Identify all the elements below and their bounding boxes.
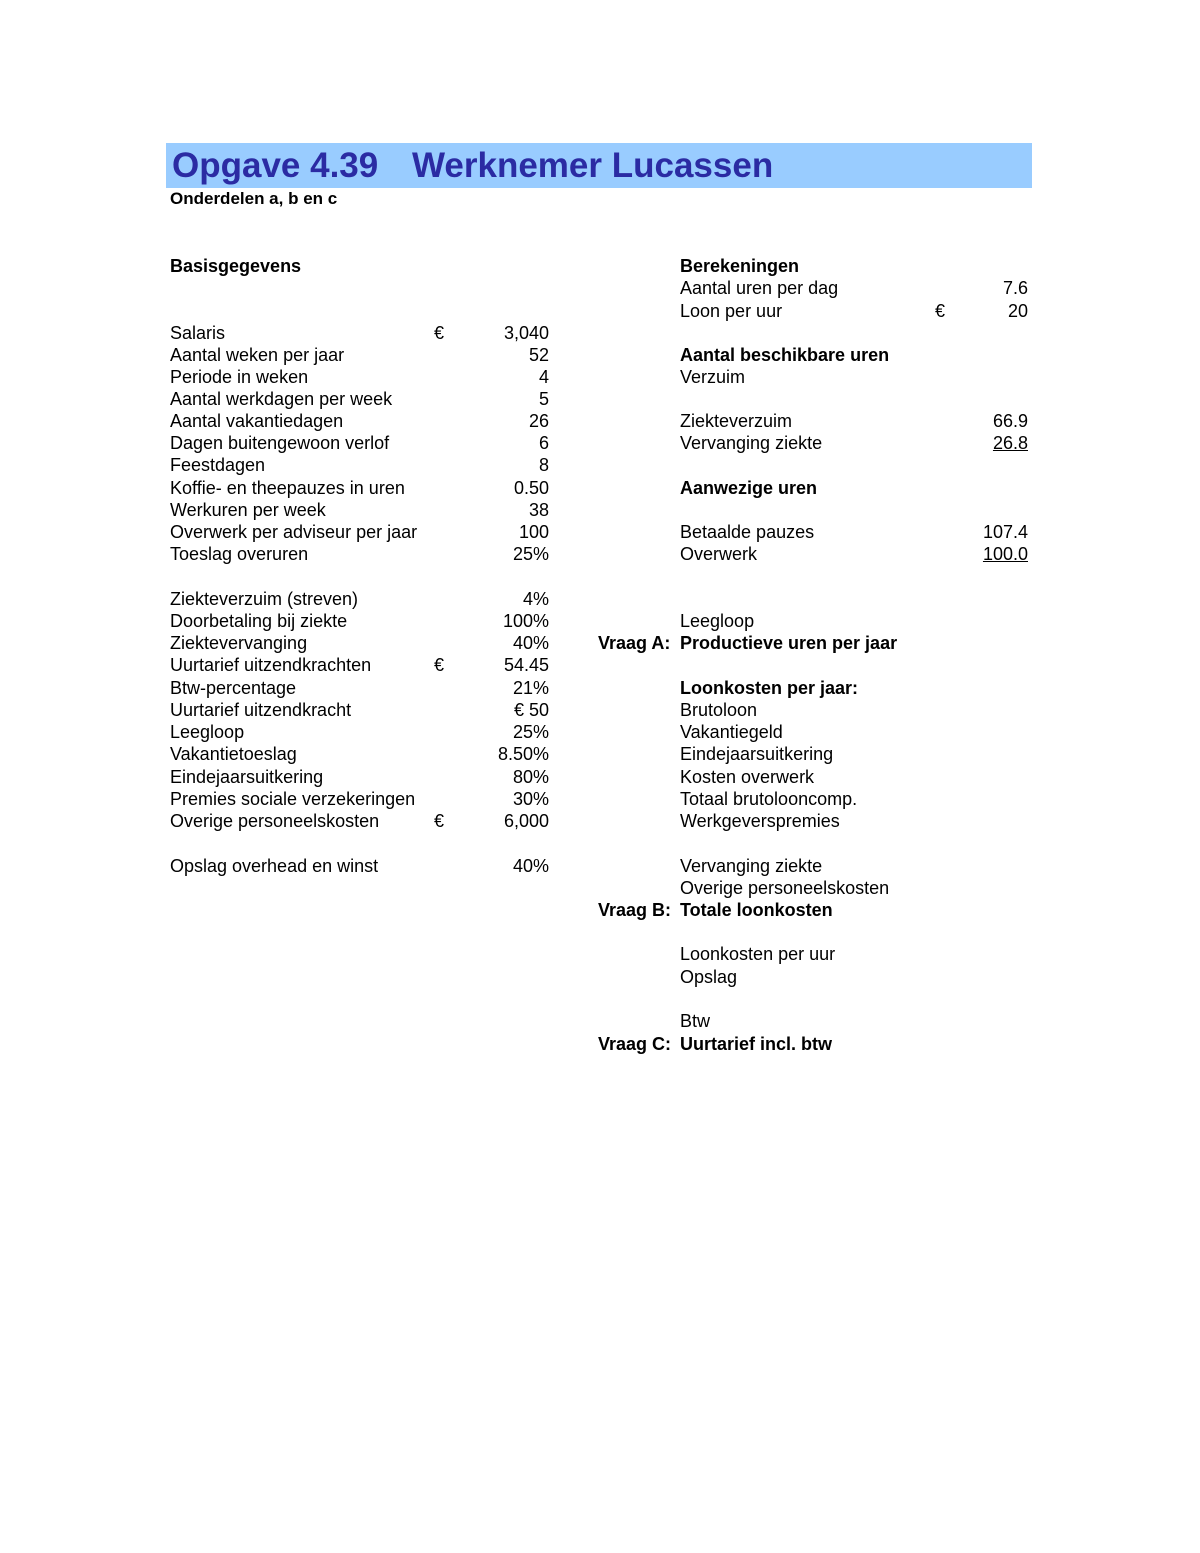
- row-value: 6,000: [503, 811, 549, 831]
- row-value: 40%: [512, 633, 549, 653]
- row-label: Vakantiegeld: [680, 722, 783, 742]
- exercise-name: Werknemer Lucassen: [412, 146, 774, 185]
- calc-row: [598, 1010, 1038, 1032]
- calc-row: [598, 877, 1038, 899]
- row-value: 8: [538, 455, 549, 475]
- exercise-number: Opgave 4.39: [172, 146, 379, 185]
- row-label: Overwerk: [680, 544, 758, 564]
- basis-row: [170, 588, 570, 610]
- calc-row: [598, 766, 1038, 788]
- calc-row: [598, 721, 1038, 743]
- row-label: Aanwezige uren: [680, 478, 818, 498]
- row-label: Premies sociale verzekeringen: [170, 789, 416, 809]
- calc-row: [598, 855, 1038, 877]
- calc-row: [598, 677, 1038, 699]
- basis-row: [170, 743, 570, 765]
- row-label: Ziekteverzuim: [680, 411, 793, 431]
- calc-row: [598, 899, 1038, 921]
- row-value: 4: [538, 367, 549, 387]
- row-label: Ziekteverzuim (streven): [170, 589, 359, 609]
- row-label: Eindejaarsuitkering: [170, 767, 324, 787]
- currency-symbol: €: [434, 811, 445, 831]
- question-label: Vraag A:: [598, 633, 671, 653]
- subtitle: Onderdelen a, b en c: [170, 189, 338, 208]
- row-value: 40%: [512, 856, 549, 876]
- row-label: Aantal vakantiedagen: [170, 411, 344, 431]
- calc-row: [598, 477, 1038, 499]
- calc-row: [598, 743, 1038, 765]
- row-label: Kosten overwerk: [680, 767, 815, 787]
- row-label: Loon per uur: [680, 301, 783, 321]
- calc-row: [598, 277, 1038, 299]
- basis-row: [170, 699, 570, 721]
- basis-row: [170, 610, 570, 632]
- row-label: Feestdagen: [170, 455, 266, 475]
- basis-row: [170, 521, 570, 543]
- row-label: Verzuim: [680, 367, 746, 387]
- calc-row: [598, 410, 1038, 432]
- row-value: 100%: [502, 611, 549, 631]
- basis-row: [170, 344, 570, 366]
- row-label: Overige personeelskosten: [170, 811, 380, 831]
- basis-row: [170, 766, 570, 788]
- row-label: Loonkosten per uur: [680, 944, 836, 964]
- row-value: 7.6: [1002, 278, 1028, 298]
- row-value: 30%: [512, 789, 549, 809]
- calc-row: [598, 810, 1038, 832]
- row-value: 100.0: [982, 544, 1028, 564]
- calc-row: [598, 943, 1038, 965]
- row-label: Koffie- en theepauzes in uren: [170, 478, 405, 498]
- row-value: € 50: [513, 700, 549, 720]
- row-label: Toeslag overuren: [170, 544, 309, 564]
- currency-symbol: €: [434, 655, 445, 675]
- calc-row: [598, 344, 1038, 366]
- calc-row: [598, 966, 1038, 988]
- calc-row: [598, 788, 1038, 810]
- row-value: 38: [528, 500, 549, 520]
- row-value: 8.50%: [497, 744, 549, 764]
- row-label: Btw: [680, 1011, 711, 1031]
- row-value: 54.45: [503, 655, 549, 675]
- row-value: 52: [528, 345, 549, 365]
- row-label: Opslag overhead en winst: [170, 856, 379, 876]
- row-value: 26: [528, 411, 549, 431]
- row-value: 3,040: [503, 323, 549, 343]
- row-label: Werkgeverspremies: [680, 811, 840, 831]
- basis-row: [170, 654, 570, 676]
- calc-row: [598, 366, 1038, 388]
- section-heading-basisgegevens: Basisgegevens: [170, 256, 302, 276]
- row-label: Aantal werkdagen per week: [170, 389, 393, 409]
- row-label: Ziektevervanging: [170, 633, 308, 653]
- row-label: Aantal uren per dag: [680, 278, 839, 298]
- row-label: Uurtarief uitzendkracht: [170, 700, 352, 720]
- row-label: Productieve uren per jaar: [680, 633, 898, 653]
- question-label: Vraag B:: [598, 900, 672, 920]
- basis-row: [170, 410, 570, 432]
- calc-row: [598, 521, 1038, 543]
- row-value: 26.8: [992, 433, 1028, 453]
- currency-symbol: €: [434, 323, 445, 343]
- basis-row: [170, 366, 570, 388]
- basis-row: [170, 543, 570, 565]
- row-value: 80%: [512, 767, 549, 787]
- row-label: Overige personeelskosten: [680, 878, 890, 898]
- basis-row: [170, 432, 570, 454]
- row-value: 107.4: [982, 522, 1028, 542]
- row-value: 21%: [512, 678, 549, 698]
- row-label: Vervanging ziekte: [680, 856, 823, 876]
- row-label: Vakantietoeslag: [170, 744, 297, 764]
- row-label: Uurtarief incl. btw: [680, 1034, 833, 1054]
- calc-row: [598, 632, 1038, 654]
- row-value: 6: [538, 433, 549, 453]
- basis-row: [170, 677, 570, 699]
- question-label: Vraag C:: [598, 1034, 672, 1054]
- row-label: Salaris: [170, 323, 226, 343]
- row-label: Aantal weken per jaar: [170, 345, 345, 365]
- row-label: Overwerk per adviseur per jaar: [170, 522, 418, 542]
- row-label: Totaal brutolooncomp.: [680, 789, 858, 809]
- calc-row: [598, 699, 1038, 721]
- row-label: Brutoloon: [680, 700, 758, 720]
- row-label: Btw-percentage: [170, 678, 297, 698]
- basis-row: [170, 388, 570, 410]
- title-bar: [166, 143, 1032, 188]
- row-value: 100: [518, 522, 549, 542]
- row-label: Doorbetaling bij ziekte: [170, 611, 348, 631]
- row-label: Leegloop: [680, 611, 755, 631]
- basis-row: [170, 322, 570, 344]
- row-label: Opslag: [680, 967, 738, 987]
- row-label: Betaalde pauzes: [680, 522, 815, 542]
- row-label: Loonkosten per jaar:: [680, 678, 859, 698]
- calc-row: [598, 300, 1038, 322]
- basis-row: [170, 721, 570, 743]
- row-label: Vervanging ziekte: [680, 433, 823, 453]
- basis-row: [170, 632, 570, 654]
- row-label: Dagen buitengewoon verlof: [170, 433, 390, 453]
- row-value: 25%: [512, 722, 549, 742]
- row-label: Werkuren per week: [170, 500, 326, 520]
- row-value: 0.50: [513, 478, 549, 498]
- basis-row: [170, 477, 570, 499]
- basis-row: [170, 810, 570, 832]
- row-label: Eindejaarsuitkering: [680, 744, 834, 764]
- row-value: 25%: [512, 544, 549, 564]
- row-label: Leegloop: [170, 722, 245, 742]
- calc-row: [598, 610, 1038, 632]
- row-label: Totale loonkosten: [680, 900, 833, 920]
- calc-row: [598, 1033, 1038, 1055]
- basis-row: [170, 855, 570, 877]
- row-value: 66.9: [992, 411, 1028, 431]
- row-label: Aantal beschikbare uren: [680, 345, 890, 365]
- calc-row: [598, 432, 1038, 454]
- row-value: 20: [1007, 301, 1028, 321]
- basis-row: [170, 499, 570, 521]
- currency-symbol: €: [935, 301, 946, 321]
- basis-row: [170, 454, 570, 476]
- row-value: 5: [538, 389, 549, 409]
- row-label: Uurtarief uitzendkrachten: [170, 655, 372, 675]
- calc-row: [598, 543, 1038, 565]
- row-value: 4%: [522, 589, 549, 609]
- row-label: Periode in weken: [170, 367, 309, 387]
- section-heading-berekeningen: Berekeningen: [680, 256, 800, 276]
- basis-row: [170, 788, 570, 810]
